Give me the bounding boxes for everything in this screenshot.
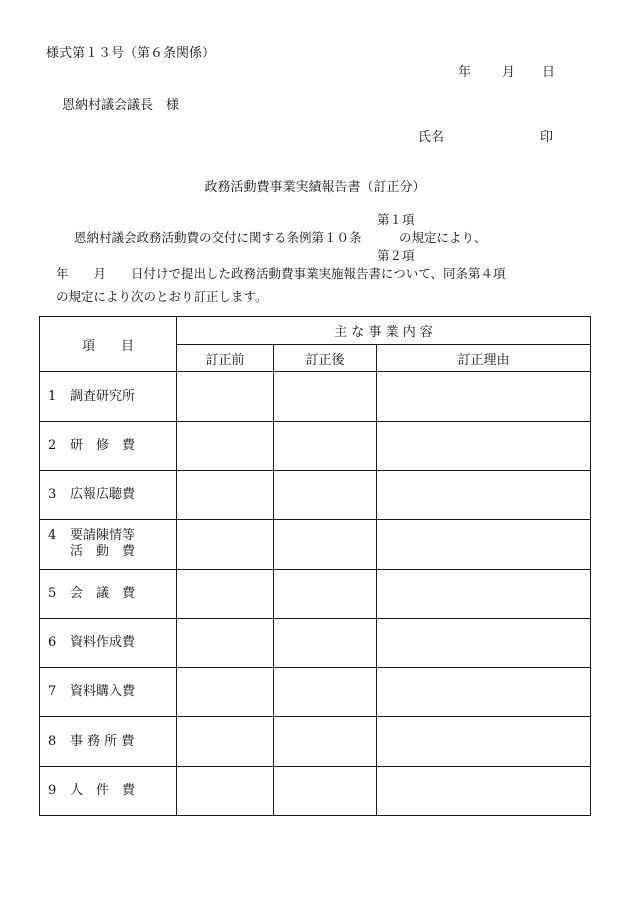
name-label: 氏名 (418, 130, 445, 145)
table-row (40, 618, 591, 667)
clause-2-label: 第２項 (377, 248, 415, 263)
before-correction-cell[interactable] (177, 569, 274, 618)
addressee: 恩納村議会議長 様 (62, 98, 180, 113)
category-cell (40, 569, 177, 618)
correction-reason-cell[interactable] (377, 421, 591, 470)
row-number: 5 (48, 585, 57, 601)
table-row (40, 372, 591, 421)
after-correction-cell[interactable] (274, 520, 377, 569)
category-cell (40, 668, 177, 717)
category-label: 事 務 所 費 (70, 733, 135, 749)
after-correction-cell[interactable] (274, 471, 377, 520)
date-month-label: 月 (502, 65, 516, 80)
category-label: 要請陳情等 (70, 528, 136, 544)
table-row (40, 421, 591, 470)
before-correction-cell[interactable] (177, 520, 274, 569)
correction-reason-cell[interactable] (377, 520, 591, 569)
category-label: 研 修 費 (70, 437, 136, 453)
category-label: 資料作成費 (70, 634, 136, 650)
category-label: 広報広聴費 (70, 487, 136, 503)
row-number: 1 (48, 388, 57, 404)
category-cell (40, 766, 177, 815)
date-year-label: 年 (458, 65, 472, 80)
category-cell (40, 717, 177, 766)
before-correction-cell[interactable] (177, 766, 274, 815)
row-number: 6 (48, 634, 57, 650)
date-day-label: 日 (542, 65, 556, 80)
before-correction-cell[interactable] (177, 372, 274, 421)
table-row (40, 717, 591, 766)
table-row (40, 471, 591, 520)
seal-label: 印 (540, 130, 554, 145)
body-text-line-1: 恩納村議会政務活動費の交付に関する条例第１０条 の規定により、 (74, 230, 487, 245)
category-label: 調査研究所 (70, 388, 136, 404)
correction-reason-cell[interactable] (377, 717, 591, 766)
table-row (40, 668, 591, 717)
after-correction-cell[interactable] (274, 618, 377, 667)
row-number: 2 (48, 437, 57, 453)
content-column-header: 主 な 事 業 内 容 (177, 317, 591, 345)
category-label: 会 議 費 (70, 585, 136, 601)
clause-1-label: 第１項 (377, 212, 415, 227)
category-cell (40, 471, 177, 520)
category-cell (40, 421, 177, 470)
table-row (40, 766, 591, 815)
correction-reason-header: 訂正理由 (377, 344, 591, 372)
correction-reason-cell[interactable] (377, 766, 591, 815)
row-number: 9 (48, 782, 57, 798)
before-correction-cell[interactable] (177, 717, 274, 766)
row-number: 7 (48, 684, 57, 700)
table-row (40, 569, 591, 618)
category-label: 資料購入費 (70, 684, 136, 700)
category-cell (40, 520, 177, 569)
before-correction-cell[interactable] (177, 618, 274, 667)
category-cell (40, 618, 177, 667)
before-correction-cell[interactable] (177, 668, 274, 717)
row-number: 3 (48, 487, 57, 503)
correction-reason-cell[interactable] (377, 372, 591, 421)
table-header-row-1 (40, 317, 591, 345)
correction-reason-cell[interactable] (377, 569, 591, 618)
item-column-header: 項 目 (40, 317, 177, 372)
document-title: 政務活動費事業実績報告書（訂正分） (204, 180, 426, 195)
category-cell (40, 372, 177, 421)
after-correction-cell[interactable] (274, 421, 377, 470)
before-correction-cell[interactable] (177, 421, 274, 470)
body-text-line-2: 年 月 日付けで提出した政務活動費事業実施報告書について、同条第４項 (56, 266, 506, 281)
row-number: 4 (48, 528, 57, 544)
form-number: 様式第１３号（第６条関係） (46, 46, 216, 61)
correction-reason-cell[interactable] (377, 471, 591, 520)
category-label: 人 件 費 (70, 782, 136, 798)
table-row (40, 520, 591, 569)
correction-reason-cell[interactable] (377, 618, 591, 667)
before-correction-cell[interactable] (177, 471, 274, 520)
row-number: 8 (48, 733, 57, 749)
after-correction-cell[interactable] (274, 766, 377, 815)
correction-table (39, 316, 591, 816)
before-correction-header: 訂正前 (177, 344, 274, 372)
after-correction-cell[interactable] (274, 668, 377, 717)
category-label-line-2: 活 動 費 (70, 544, 136, 560)
after-correction-cell[interactable] (274, 569, 377, 618)
after-correction-cell[interactable] (274, 717, 377, 766)
after-correction-cell[interactable] (274, 372, 377, 421)
after-correction-header: 訂正後 (274, 344, 377, 372)
correction-reason-cell[interactable] (377, 668, 591, 717)
body-text-line-3: の規定により次のとおり訂正します。 (56, 289, 268, 304)
